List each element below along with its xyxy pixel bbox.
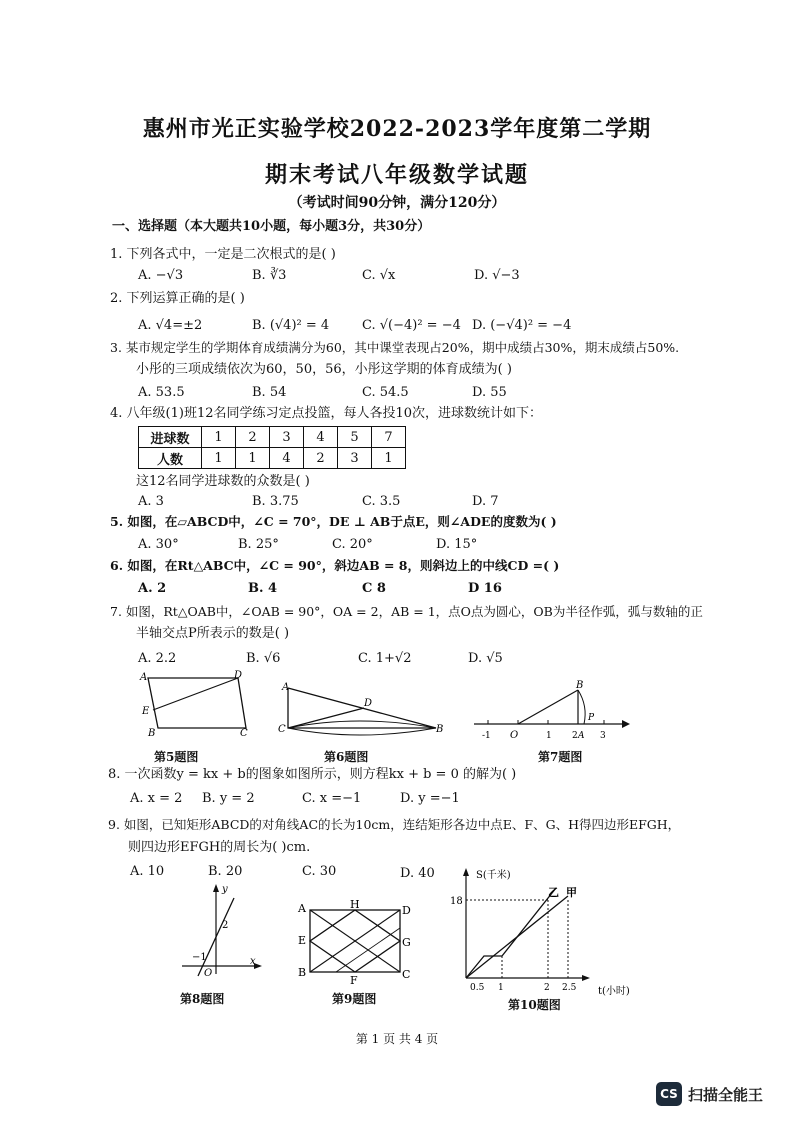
label-o: O xyxy=(510,730,519,741)
table-cell: 2 xyxy=(304,448,338,469)
table-cell: 4 xyxy=(304,427,338,448)
q5-option-a: A. 30° xyxy=(138,537,179,552)
q9-option-d: D. 40 xyxy=(400,866,435,881)
q8-option-a: A. x = 2 xyxy=(130,791,183,806)
q6-option-a: A. 2 xyxy=(138,581,167,596)
figure-6-caption: 第6题图 xyxy=(324,750,369,764)
origin-label: O xyxy=(204,968,213,979)
q1-option-a: A. −√3 xyxy=(138,268,184,283)
q3-option-d: D. 55 xyxy=(472,385,507,400)
series-label-jia: 甲 xyxy=(566,886,577,899)
table-row xyxy=(139,427,406,448)
figure-7-number-line xyxy=(470,680,630,750)
axis-y-label: S(千米) xyxy=(476,870,511,881)
x-intercept-label: −1 xyxy=(192,952,207,963)
table-cell: 1 xyxy=(372,448,406,469)
label-e: E xyxy=(298,934,307,947)
q7-option-c: C. 1+√2 xyxy=(358,651,412,666)
cs-logo-icon: CS xyxy=(656,1082,682,1106)
label-a: A xyxy=(140,672,148,683)
page-footer: 第 1 页 共 4 页 xyxy=(355,1032,439,1046)
label-b: B xyxy=(148,728,156,739)
tick-neg1: -1 xyxy=(482,731,491,741)
figure-5-parallelogram xyxy=(138,670,258,740)
table-cell: 1 xyxy=(202,427,236,448)
label-a: A xyxy=(298,902,306,915)
label-g: G xyxy=(402,936,411,949)
q9-option-c: C. 30 xyxy=(302,864,337,879)
table-cell: 7 xyxy=(372,427,406,448)
q7-option-b: B. √6 xyxy=(246,651,281,666)
figure-10-caption: 第10题图 xyxy=(508,998,561,1012)
q6-option-b: B. 4 xyxy=(248,581,278,596)
tick-1: 1 xyxy=(498,983,504,993)
question-2: 2. 下列运算正确的是( ) xyxy=(110,291,245,306)
label-d: D xyxy=(364,698,373,709)
label-a: A xyxy=(282,682,290,693)
q5-option-d: D. 15° xyxy=(436,537,478,552)
label-a: A xyxy=(578,731,585,741)
q5-option-c: C. 20° xyxy=(332,537,373,552)
tick-1: 1 xyxy=(546,731,552,741)
q8-option-d: D. y =−1 xyxy=(400,791,460,806)
label-d: D xyxy=(402,904,411,917)
q6-option-c: C 8 xyxy=(362,581,386,596)
q1-option-b: B. ∛3 xyxy=(252,268,287,283)
q2-option-b: B. (√4)² = 4 xyxy=(252,318,330,333)
label-b: B xyxy=(436,724,444,735)
q1-option-d: D. √−3 xyxy=(474,268,520,283)
series-label-yi: 乙 xyxy=(548,886,559,899)
question-6: 6. 如图，在Rt△ABC中，∠C = 90°，斜边AB = 8，则斜边上的中线CD =( ) xyxy=(110,558,560,573)
exam-subtitle: 期末考试八年级数学试题 xyxy=(264,162,529,188)
question-3-line2: 小彤的三项成绩依次为60，50，56，小彤这学期的体育成绩为( ) xyxy=(136,362,512,377)
q2-option-d: D. (−√4)² = −4 xyxy=(472,318,572,333)
label-c: C xyxy=(278,724,286,735)
watermark-text: 扫描全能王 xyxy=(688,1086,764,1104)
label-f: F xyxy=(350,974,358,987)
question-4-line2: 这12名同学进球数的众数是( ) xyxy=(136,474,310,489)
q8-option-c: C. x =−1 xyxy=(302,791,362,806)
question-4: 4. 八年级(1)班12名同学练习定点投篮，每人各投10次，进球数统计如下： xyxy=(110,406,543,421)
tick-2: 2 xyxy=(572,731,578,741)
tick-2-5: 2.5 xyxy=(562,983,577,993)
exam-time-note: （考试时间90分钟，满分120分） xyxy=(288,195,506,211)
q4-option-c: C. 3.5 xyxy=(362,494,401,509)
q4-option-d: D. 7 xyxy=(472,494,499,509)
figure-8-line-graph xyxy=(178,884,268,984)
table-cell: 5 xyxy=(338,427,372,448)
question-7: 7. 如图，Rt△OAB中，∠OAB = 90°，OA = 2，AB = 1，点O点为圆心，OB为半径作弧，弧与数轴的正 xyxy=(110,604,703,619)
question-1: 1. 下列各式中，一定是二次根式的是( ) xyxy=(110,247,336,262)
figure-6-triangle xyxy=(278,680,448,750)
y-intercept-label: 2 xyxy=(222,920,229,931)
exam-title: 惠州市光正实验学校2022-2023学年度第二学期 xyxy=(142,116,652,142)
scanner-watermark xyxy=(656,1080,790,1110)
table-cell: 2 xyxy=(236,427,270,448)
q5-option-b: B. 25° xyxy=(238,537,279,552)
table-cell: 4 xyxy=(270,448,304,469)
table-cell: 1 xyxy=(202,448,236,469)
label-p: P xyxy=(588,713,595,723)
q7-option-a: A. 2.2 xyxy=(138,651,177,666)
section-heading: 一、选择题（本大题共10小题，每小题3分，共30分） xyxy=(112,219,431,234)
table-header-cell: 进球数 xyxy=(139,427,202,448)
q9-option-a: A. 10 xyxy=(130,864,165,879)
figure-9-caption: 第9题图 xyxy=(332,992,377,1006)
q4-option-b: B. 3.75 xyxy=(252,494,299,509)
figure-8-caption: 第8题图 xyxy=(180,992,225,1006)
q1-option-c: C. √x xyxy=(362,268,396,283)
q7-option-d: D. √5 xyxy=(468,651,503,666)
label-b: B xyxy=(298,966,307,979)
q2-option-a: A. √4=±2 xyxy=(138,318,203,333)
label-b: B xyxy=(576,680,584,691)
q3-option-b: B. 54 xyxy=(252,385,287,400)
figure-5-caption: 第5题图 xyxy=(154,750,199,764)
axis-x-label: x xyxy=(250,956,256,967)
tick-3: 3 xyxy=(600,731,606,741)
question-3: 3. 某市规定学生的学期体育成绩满分为60，其中课堂表现占20%，期中成绩占30%，期末成绩占50%. xyxy=(110,340,680,355)
table-row xyxy=(139,448,406,469)
table-header-cell: 人数 xyxy=(139,448,202,469)
question-5: 5. 如图，在▱ABCD中，∠C = 70°，DE ⊥ AB于点E，则∠ADE的度数为( ) xyxy=(110,514,557,529)
q3-option-a: A. 53.5 xyxy=(138,385,185,400)
question-9: 9. 如图，已知矩形ABCD的对角线AC的长为10cm，连结矩形各边中点E、F、G、H得四边形EFGH， xyxy=(108,817,681,832)
label-c: C xyxy=(402,968,411,981)
label-d: D xyxy=(234,670,243,681)
table-cell: 1 xyxy=(236,448,270,469)
figure-10-distance-time-graph xyxy=(448,866,648,996)
axis-x-label: t(小时) xyxy=(598,986,630,997)
figure-9-rectangle xyxy=(296,898,416,988)
label-e: E xyxy=(142,706,150,717)
score-table xyxy=(138,426,406,469)
label-h: H xyxy=(350,898,360,911)
q4-option-a: A. 3 xyxy=(138,494,164,509)
question-8: 8. 一次函数y = kx + b的图象如图所示，则方程kx + b = 0 的解为( ) xyxy=(108,767,517,782)
tick-18: 18 xyxy=(450,896,463,907)
figure-7-caption: 第7题图 xyxy=(538,750,583,764)
q6-option-d: D 16 xyxy=(468,581,502,596)
q9-option-b: B. 20 xyxy=(208,864,243,879)
label-c: C xyxy=(240,728,248,739)
q3-option-c: C. 54.5 xyxy=(362,385,409,400)
q2-option-c: C. √(−4)² = −4 xyxy=(362,318,461,333)
q8-option-b: B. y = 2 xyxy=(202,791,255,806)
question-9-line2: 则四边形EFGH的周长为( )cm. xyxy=(128,840,311,855)
axis-y-label: y xyxy=(222,884,228,895)
question-7-line2: 半轴交点P所表示的数是( ) xyxy=(136,626,290,641)
tick-2: 2 xyxy=(544,983,550,993)
table-cell: 3 xyxy=(270,427,304,448)
table-cell: 3 xyxy=(338,448,372,469)
tick-0-5: 0.5 xyxy=(470,983,485,993)
